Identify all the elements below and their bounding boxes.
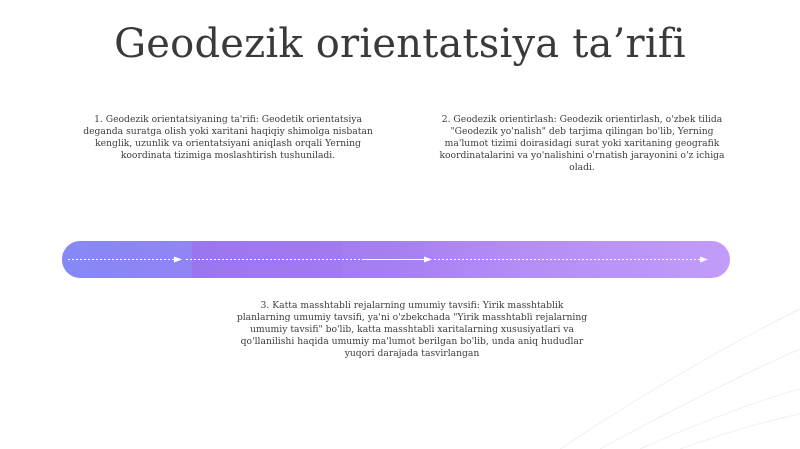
- arrow-head-1: [174, 257, 182, 263]
- arrow-head-2: [424, 257, 432, 263]
- text-block-1: 1. Geodezik orientatsiyaning ta'rifi: Geodetik orientatsiya deganda suratga olish yoki xaritani haqiqiy shimolga nisbatan kenglik, uzunlik va orientatsiyani aniqlash orqali Yerning koordinata tizimiga moslashtirish tushuniladi.: [83, 114, 373, 161]
- timeline-bar: [62, 241, 730, 278]
- text-block-3: 3. Katta masshtabli rejalarning umumiy tavsifi: Yirik masshtablik planlarning umumiy tavsifi, ya'ni o'zbekchada "Yirik masshtabli rejalarning umumiy tavsifi" bo'lib, katta masshtabli xaritalarning xususiyatlari va qo'llanilishi haqida umumiy ma'lumot berilgan bo'lib, unda aniq hududlar yuqori darajada tasvirlangan: [236, 300, 588, 359]
- timeline-arrows: [62, 241, 730, 278]
- text-block-2: 2. Geodezik orientirlash: Geodezik orientirlash, o'zbek tilida "Geodezik yo'nalish" deb tarjima qilingan bo'lib, Yerning ma'lumot tizimi doirasidagi surat yoki xaritaning geografik koordinatalarini va yo'nalishini o'rnatish jarayonini o'z ichiga oladi.: [439, 114, 725, 173]
- arrow-head-3: [700, 257, 708, 263]
- page-title: Geodezik orientatsiya ta’rifi: [114, 21, 686, 67]
